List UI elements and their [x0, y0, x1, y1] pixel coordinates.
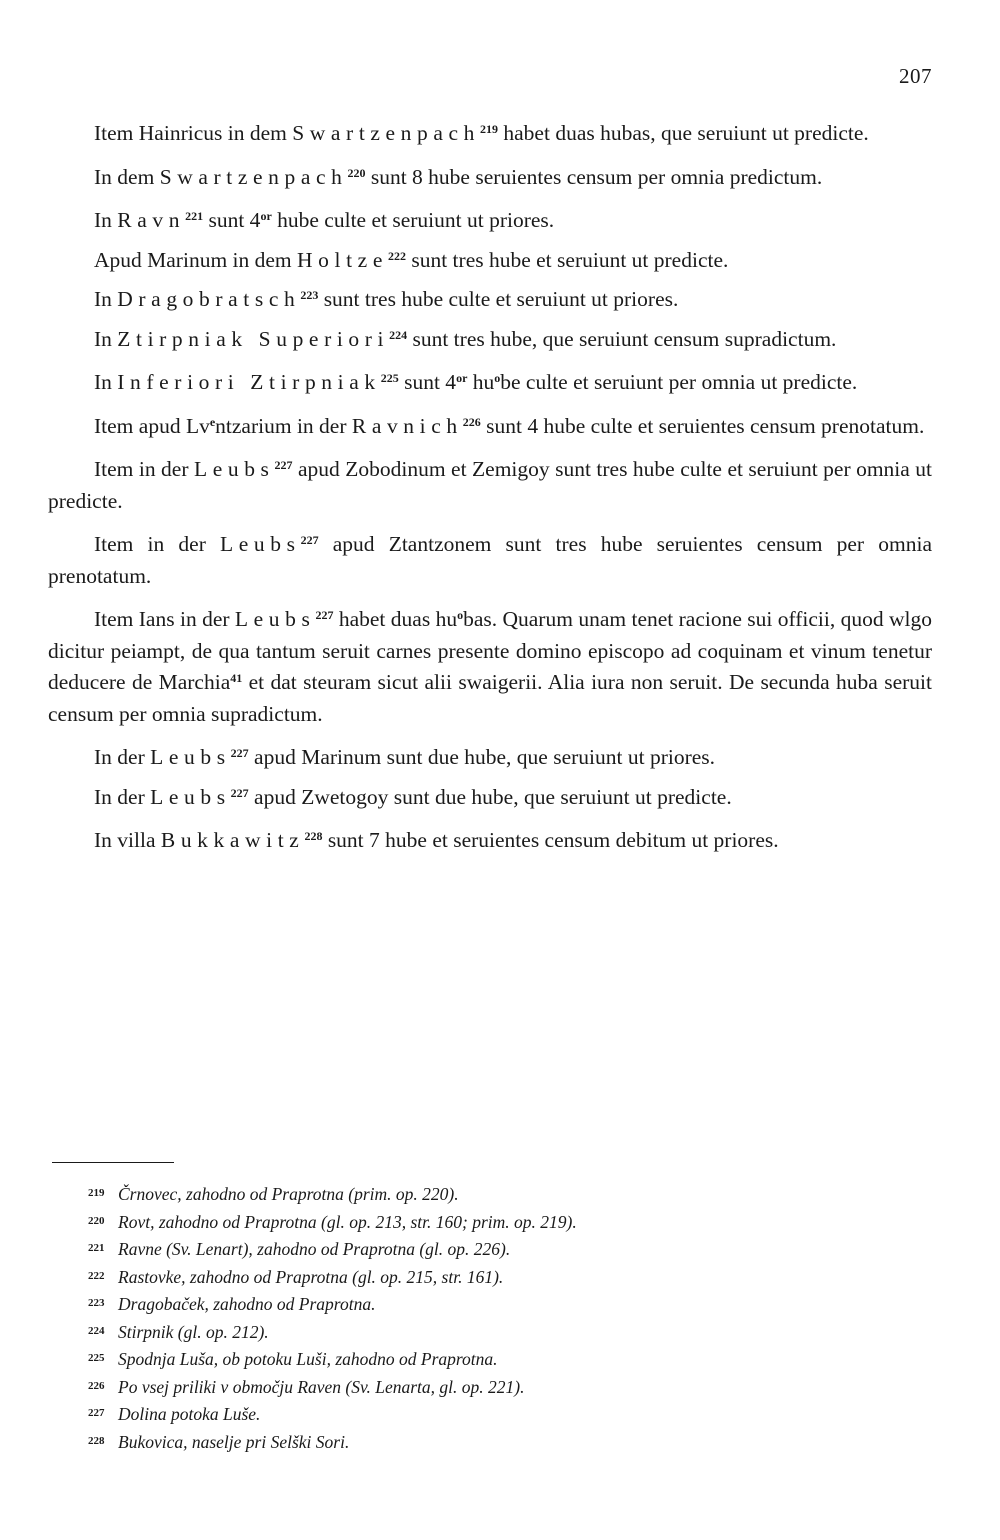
text-run: Apud Marinum in dem	[94, 247, 298, 272]
text-run: apud Ztantzonem sunt tres hube seruientes censum per omnia prenotatum.	[48, 532, 932, 588]
paragraph	[48, 454, 932, 517]
text-run: bas. Quarum unam tenet racione sui officii, quod wlgo dicitur peiampt, de qua tantum seruit carnes presente domino episcopo ad coquinam et vinum tenetur deducere de Marchia	[48, 607, 933, 694]
place-name: Leubs	[150, 745, 231, 769]
text-run: sunt tres hube et seruiunt ut predicte.	[405, 247, 729, 272]
footnote-ref: 219	[480, 122, 499, 136]
footnote-ref: 223	[300, 288, 319, 302]
paragraph	[48, 245, 932, 277]
footnote-ref: 226	[462, 414, 481, 429]
footnote	[88, 1373, 868, 1401]
footnote-ref: 222	[387, 248, 406, 263]
place-name: Leubs	[234, 607, 316, 631]
footnote	[88, 1428, 868, 1456]
place-name: Leubs	[150, 784, 231, 809]
text-run: apud Zwetogoy sunt due hube, que seruiunt ut predicte.	[248, 784, 732, 809]
footnote-text: Spodnja Luša, ob potoku Luši, zahodno od Praprotna.	[118, 1349, 498, 1369]
footnote-text: Po vsej priliki v območju Raven (Sv. Lenarta, gl. op. 221).	[118, 1376, 525, 1397]
place-name: Leubs	[220, 532, 301, 556]
text-run: Item Ians in der	[94, 607, 235, 631]
text-run: In villa	[94, 828, 161, 852]
paragraph	[48, 411, 932, 443]
footnote	[88, 1318, 868, 1346]
text-run: In	[94, 370, 118, 394]
text-run: sunt 7 hube et seruientes censum debitum ut priores.	[322, 828, 779, 852]
paragraph	[48, 782, 932, 814]
footnote-text: Dolina potoka Luše.	[118, 1404, 261, 1424]
paragraph	[48, 205, 932, 237]
text-run: habet duas hubas, que seruiunt ut predicte.	[498, 121, 869, 145]
paragraph	[48, 367, 932, 399]
footnote-ref: 227	[230, 785, 249, 800]
footnote	[88, 1400, 868, 1428]
place-name: Holtze	[297, 247, 388, 272]
text-run: In	[94, 208, 118, 232]
footnote-number: 225	[88, 1352, 105, 1364]
text-run: sunt tres hube culte et seruiunt ut priores.	[318, 287, 679, 311]
footnote-ref: o	[457, 608, 464, 622]
paragraph	[48, 604, 932, 730]
footnote	[88, 1263, 868, 1291]
place-name: Dragobratsch	[117, 287, 301, 311]
footnote-text: Dragobaček, zahodno od Praprotna.	[118, 1294, 376, 1314]
place-name: Inferiori Ztirpniak	[117, 370, 381, 394]
text-run: ntzarium in der	[215, 413, 352, 438]
place-name: Ztirpniak Superiori	[117, 326, 390, 351]
footnote	[88, 1180, 868, 1208]
footnote-text: Bukovica, naselje pri Selški Sori.	[118, 1431, 350, 1452]
footnote-ref: e	[209, 414, 216, 429]
footnote-ref: 224	[389, 327, 408, 342]
paragraph	[48, 742, 932, 774]
place-name: Bukkawitz	[160, 828, 305, 852]
text-run: hube culte et seruiunt ut priores.	[271, 208, 555, 232]
place-name: Ravnich	[351, 413, 463, 438]
footnote-text: Ravne (Sv. Lenart), zahodno od Praprotna (gl. op. 226).	[118, 1239, 511, 1259]
footnote-ref: or	[456, 371, 468, 385]
footnotes	[88, 1180, 868, 1455]
text-run: In der	[94, 784, 151, 809]
footnote-separator	[52, 1162, 174, 1163]
footnote-text: Rastovke, zahodno od Praprotna (gl. op. 215, str. 161).	[118, 1266, 504, 1287]
text-run: In	[94, 287, 118, 311]
main-text	[48, 118, 932, 869]
footnote-ref: 221	[185, 209, 204, 223]
place-name: Swartzenpach	[292, 121, 481, 145]
text-run: In	[94, 326, 118, 351]
text-run: habet duas hu	[333, 607, 458, 631]
footnote-number: 227	[88, 1407, 105, 1419]
footnote-ref: 227	[315, 608, 334, 622]
footnote-number: 222	[88, 1269, 105, 1282]
text-run: Item in der	[94, 457, 194, 481]
footnote-ref: 227	[300, 533, 319, 547]
footnote-number: 219	[88, 1187, 105, 1199]
text-run: sunt 4 hube culte et seruientes censum prenotatum.	[480, 413, 925, 438]
footnote-ref: 227	[230, 746, 249, 760]
text-run: In dem	[94, 164, 160, 189]
page-number: 207	[899, 64, 932, 88]
footnote-ref: 228	[304, 829, 323, 843]
footnote-text: Rovt, zahodno od Praprotna (gl. op. 213, str. 160; prim. op. 219).	[118, 1211, 577, 1232]
text-run: Item in der	[94, 532, 221, 556]
paragraph	[48, 162, 932, 194]
text-run: et dat steuram sicut alii swaigerii. Alia iura non seruit. De secunda huba seruit censum per omnia supradictum.	[48, 670, 932, 726]
paragraph	[48, 284, 932, 316]
footnote	[88, 1290, 868, 1318]
footnote-text: Stirpnik (gl. op. 212).	[118, 1321, 269, 1342]
place-name: Leubs	[193, 457, 275, 481]
footnote-number: 224	[88, 1324, 105, 1337]
footnote-ref: 225	[380, 371, 399, 385]
text-run: apud Marinum sunt due hube, que seruiunt ut priores.	[248, 745, 716, 769]
paragraph	[48, 825, 932, 857]
footnote-number: 226	[88, 1379, 105, 1392]
place-name: Swartzenpach	[159, 164, 348, 189]
footnote-number: 228	[88, 1434, 105, 1447]
paragraph	[48, 324, 932, 356]
footnote	[88, 1345, 868, 1373]
footnote-ref: 220	[347, 165, 366, 180]
text-run: Item apud Lv	[94, 413, 210, 438]
footnote-ref: 41	[230, 671, 243, 685]
footnote	[88, 1235, 868, 1263]
text-run: sunt tres hube, que seruiunt censum supradictum.	[407, 326, 837, 351]
footnote-number: 223	[88, 1297, 105, 1309]
paragraph	[48, 118, 932, 150]
text-run: be culte et seruiunt per omnia ut predicte.	[500, 370, 858, 394]
footnote-ref: or	[260, 209, 272, 223]
text-run: Item Hainricus in dem	[94, 121, 293, 145]
text-run: In der	[94, 745, 151, 769]
footnote-ref: 227	[274, 458, 293, 472]
text-run: sunt 4	[398, 370, 457, 394]
text-run: sunt 8 hube seruientes censum per omnia predictum.	[365, 164, 823, 189]
footnote-number: 220	[88, 1214, 105, 1227]
text-run: apud Zobodinum et Zemigoy sunt tres hube culte et seruiunt per omnia ut predicte.	[48, 457, 933, 513]
paragraph	[48, 529, 932, 592]
place-name: Ravn	[117, 208, 186, 232]
footnote	[88, 1208, 868, 1236]
footnote-text: Črnovec, zahodno od Praprotna (prim. op. 220).	[118, 1184, 459, 1204]
text-run: hu	[467, 370, 495, 394]
footnote-ref: o	[494, 371, 501, 385]
footnote-number: 221	[88, 1242, 105, 1254]
text-run: sunt 4	[203, 208, 261, 232]
